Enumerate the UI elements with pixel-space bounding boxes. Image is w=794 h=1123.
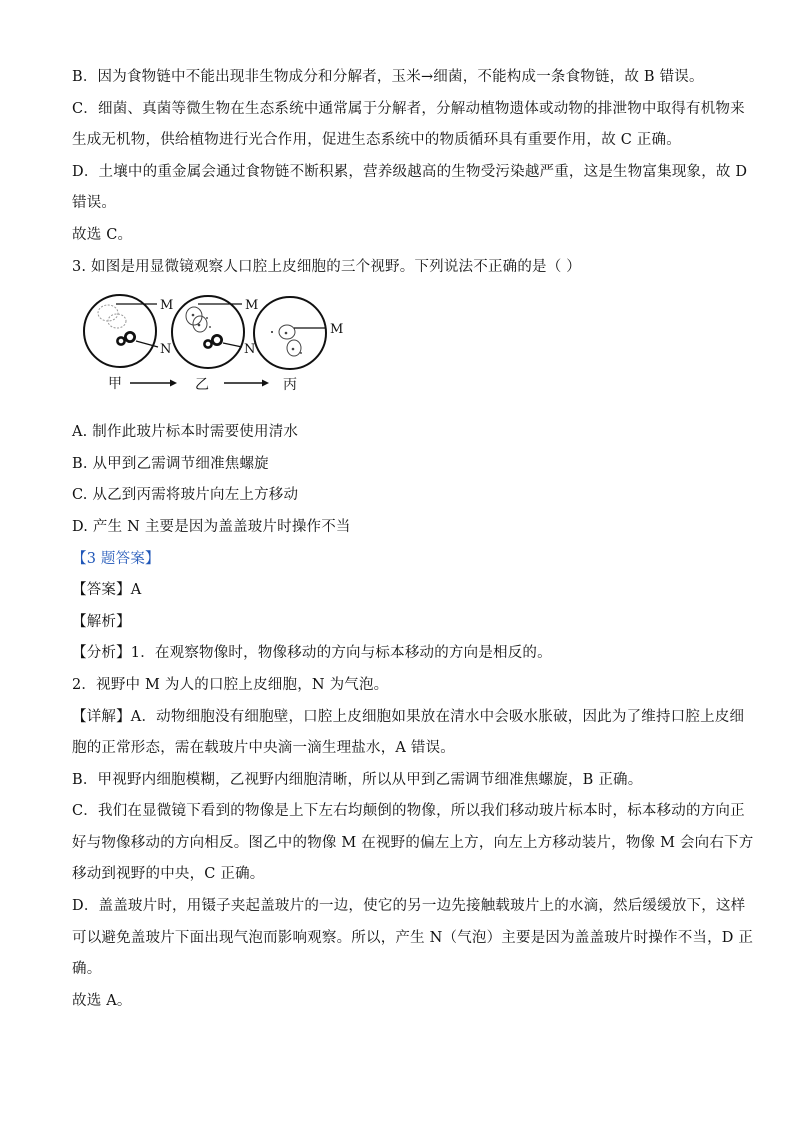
document-page — [72, 62, 754, 1017]
nucleus-4 — [292, 348, 295, 351]
label-n-yi: N — [244, 342, 256, 358]
bubble-4 — [212, 336, 221, 345]
label-jia: 甲 — [108, 376, 122, 393]
answer-choice: 故选 A。 — [72, 992, 132, 1009]
cell-2 — [193, 316, 207, 332]
dot-4 — [300, 352, 302, 354]
arrow-1-head — [170, 380, 177, 387]
xiangjie-a-line-1: 【详解】A．动物细胞没有细胞壁，口腔上皮细胞如果放在清水中会吸水胀破，因此为了维持口腔上皮细 — [72, 708, 745, 725]
prev-answer-d-line-2: 错误。 — [72, 195, 117, 212]
label-bing: 丙 — [283, 377, 297, 394]
cell-3 — [279, 325, 295, 339]
dot-3 — [271, 331, 273, 333]
prev-answer-c-line-2: 生成无机物，供给植物进行光合作用，促进生态系统中的物质循环具有重要作用，故 C 正确。 — [72, 132, 681, 149]
xiangjie-a-line-2: 胞的正常形态，需在载玻片中央滴一滴生理盐水，A 错误。 — [72, 740, 455, 757]
label-n-jia: N — [160, 342, 172, 358]
arrow-2-head — [262, 380, 269, 387]
microscope-figure — [72, 291, 722, 403]
fenxi-line-2: 2．视野中 M 为人的口腔上皮细胞，N 为气泡。 — [72, 676, 389, 693]
label-m-jia: M — [160, 298, 174, 314]
field-jia — [84, 295, 173, 367]
nucleus-3 — [285, 332, 288, 335]
xiangjie-d-line-3: 确。 — [72, 961, 102, 978]
bubble-3 — [204, 341, 211, 348]
option-a: A. 制作此玻片标本时需要使用清水 — [72, 424, 299, 441]
label-m-yi: M — [245, 298, 259, 314]
xiangjie-d-line-2: 可以避免盖玻片下面出现气泡而影响观察。所以，产生 N（气泡）主要是因为盖盖玻片时操作不当，D 正 — [72, 929, 754, 946]
answer-line: 【答案】A — [72, 582, 142, 599]
field-yi — [172, 296, 258, 368]
xiangjie-c-line-2: 好与物像移动的方向相反。图乙中的物像 M 在视野的偏左上方，向左上方移动装片，物像 M 会向右下方 — [72, 834, 754, 851]
xiangjie-d-line-1: D．盖盖玻片时，用镊子夹起盖玻片的一边，使它的另一边先接触载玻片上的水滴，然后缓缓放下，这样 — [72, 898, 746, 915]
fenxi-line-1: 【分析】1．在观察物像时，物像移动的方向与标本移动的方向是相反的。 — [72, 645, 552, 662]
bubble-1 — [117, 338, 124, 345]
field-yi-circle — [172, 296, 244, 368]
prev-answer-b: B．因为食物链中不能出现非生物成分和分解者，玉米→细菌，不能构成一条食物链，故 B 错误。 — [72, 69, 704, 85]
dot-2 — [209, 326, 211, 328]
option-c: C. 从乙到丙需将玻片向左上方移动 — [72, 487, 299, 504]
microscope-fields-diagram — [74, 291, 364, 403]
field-bing-circle — [254, 297, 326, 369]
prev-answer-c-line-1: C．细菌、真菌等微生物在生态系统中通常属于分解者，分解动植物遗体或动物的排泄物中取得有机物来 — [72, 100, 745, 117]
analysis-header: 【解析】 — [72, 613, 131, 630]
prev-answer-choice: 故选 C。 — [72, 226, 133, 243]
label-m-bing: M — [330, 322, 344, 338]
question-stem: 3. 如图是用显微镜观察人口腔上皮细胞的三个视野。下列说法不正确的是（ ） — [72, 258, 581, 275]
xiangjie-c-line-1: C．我们在显微镜下看到的物像是上下左右均颠倒的物像，所以我们移动玻片标本时，标本移动的方向正 — [72, 803, 745, 820]
cell-4 — [287, 340, 301, 356]
field-bing — [254, 297, 343, 369]
xiangjie-c-line-3: 移动到视野的中央，C 正确。 — [72, 866, 265, 883]
dot-1 — [206, 317, 208, 319]
nucleus-1 — [192, 314, 195, 317]
label-yi: 乙 — [195, 377, 209, 394]
option-d: D. 产生 N 主要是因为盖盖玻片时操作不当 — [72, 518, 351, 535]
bubble-2 — [125, 333, 134, 342]
answer-section-header: 【3 题答案】 — [72, 550, 160, 567]
pointer-n-yi — [223, 343, 242, 347]
option-b: B. 从甲到乙需调节细准焦螺旋 — [72, 455, 269, 472]
prev-answer-d-line-1: D．土壤中的重金属会通过食物链不断积累，营养级越高的生物受污染越严重，这是生物富集现象，故 D — [72, 163, 748, 180]
nucleus-2 — [198, 324, 201, 327]
blurred-cell-1 — [98, 305, 118, 321]
field-jia-circle — [84, 295, 156, 367]
xiangjie-b: B．甲视野内细胞模糊，乙视野内细胞清晰，所以从甲到乙需调节细准焦螺旋，B 正确。 — [72, 771, 643, 788]
